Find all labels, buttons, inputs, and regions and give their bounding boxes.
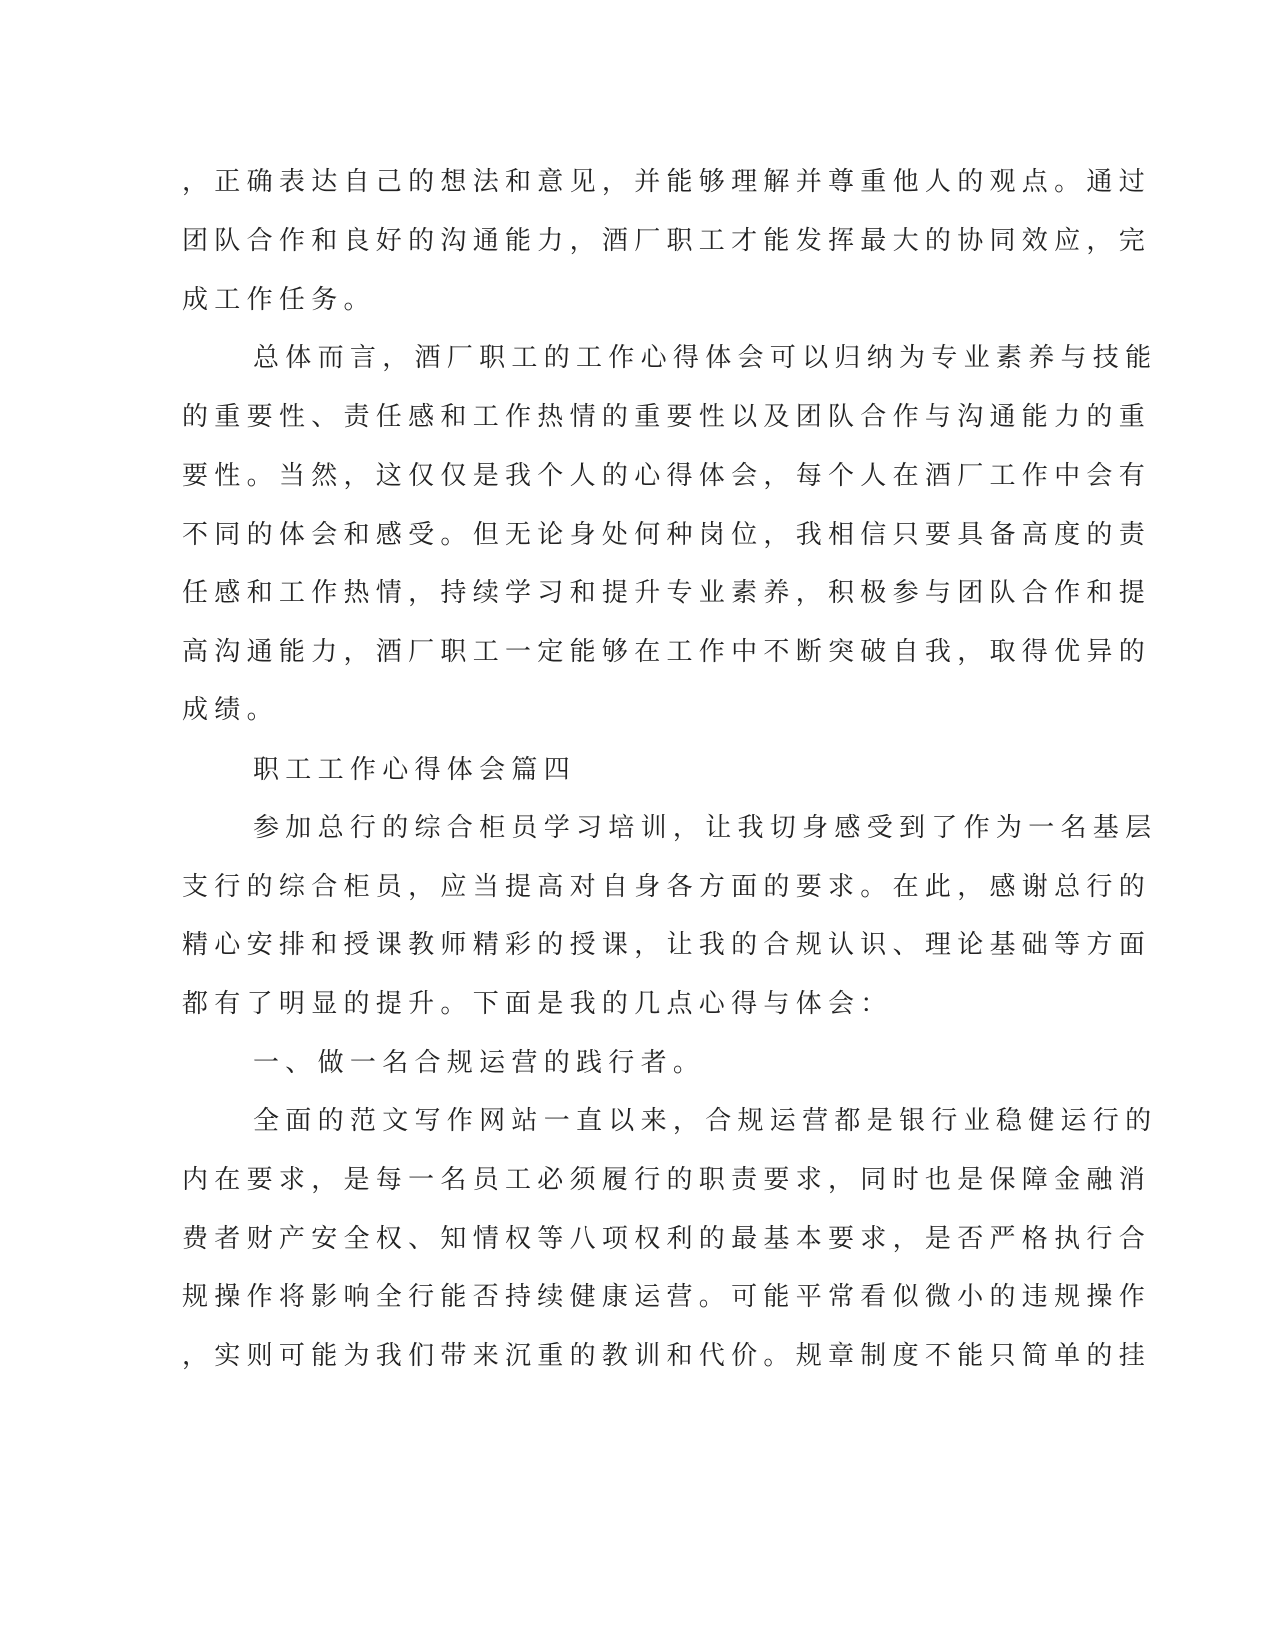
text-line: 成工作任务。	[182, 285, 376, 315]
text-line: 要性。当然，这仅仅是我个人的心得体会，每个人在酒厂工作中会有	[182, 461, 1152, 491]
text-line: 任感和工作热情，持续学习和提升专业素养，积极参与团队合作和提	[182, 578, 1152, 608]
text-line: ，实则可能为我们带来沉重的教训和代价。规章制度不能只简单的挂	[182, 1341, 1152, 1371]
text-line: 规操作将影响全行能否持续健康运营。可能平常看似微小的违规操作	[182, 1282, 1152, 1312]
text-line: 高沟通能力，酒厂职工一定能够在工作中不断突破自我，取得优异的	[182, 637, 1152, 667]
text-line: 不同的体会和感受。但无论身处何种岗位，我相信只要具备高度的责	[182, 520, 1152, 550]
text-line: 支行的综合柜员，应当提高对自身各方面的要求。在此，感谢总行的	[182, 872, 1152, 902]
section-heading: 职工工作心得体会篇四	[253, 755, 577, 785]
text-line: 的重要性、责任感和工作热情的重要性以及团队合作与沟通能力的重	[182, 402, 1152, 432]
text-line: 都有了明显的提升。下面是我的几点心得与体会：	[182, 989, 893, 1019]
paragraph-first-line: 参加总行的综合柜员学习培训，让我切身感受到了作为一名基层	[253, 813, 1158, 843]
text-line: ，正确表达自己的想法和意见，并能够理解并尊重他人的观点。通过	[182, 167, 1152, 197]
text-line: 费者财产安全权、知情权等八项权利的最基本要求，是否严格执行合	[182, 1224, 1152, 1254]
text-line: 团队合作和良好的沟通能力，酒厂职工才能发挥最大的协同效应，完	[182, 226, 1152, 256]
text-line: 内在要求，是每一名员工必须履行的职责要求，同时也是保障金融消	[182, 1165, 1152, 1195]
paragraph-first-line: 总体而言，酒厂职工的工作心得体会可以归纳为专业素养与技能	[253, 343, 1158, 373]
paragraph-first-line: 全面的范文写作网站一直以来，合规运营都是银行业稳健运行的	[253, 1106, 1158, 1136]
text-line: 成绩。	[182, 695, 279, 725]
text-line: 精心安排和授课教师精彩的授课，让我的合规认识、理论基础等方面	[182, 930, 1152, 960]
subsection-heading: 一、做一名合规运营的践行者。	[253, 1048, 706, 1078]
